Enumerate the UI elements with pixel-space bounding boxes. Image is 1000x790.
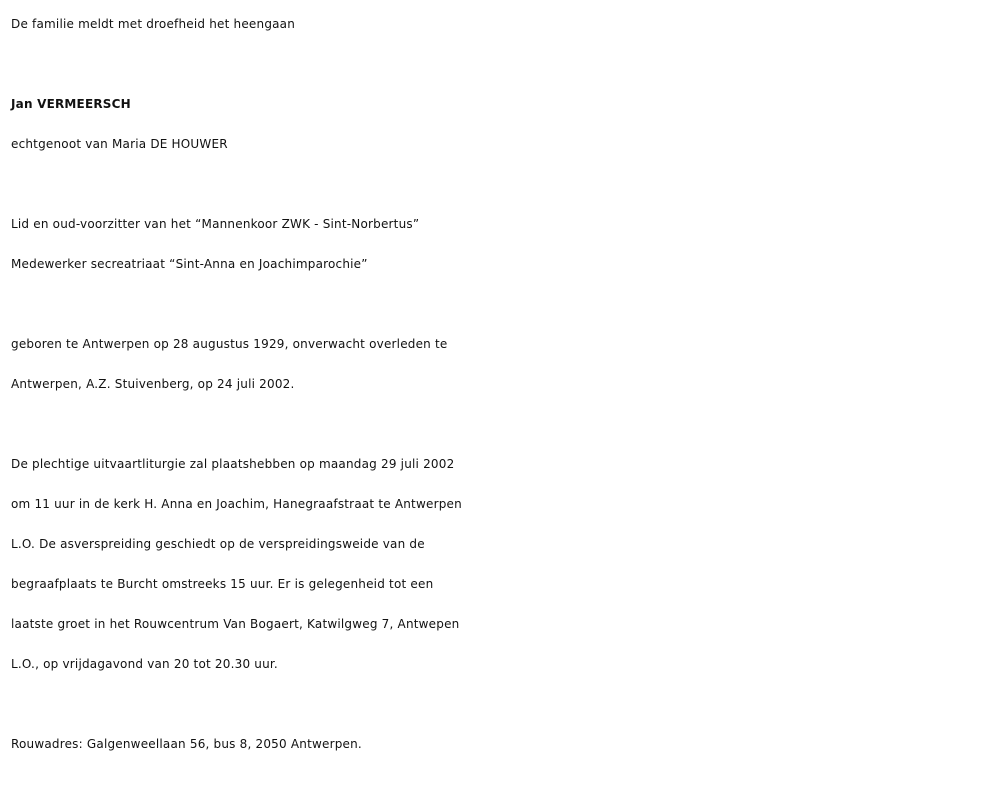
spacer (11, 284, 996, 324)
funeral-line: L.O., op vrijdagavond van 20 tot 20.30 uur. (11, 657, 278, 671)
spacer (11, 404, 996, 444)
spacer (11, 684, 996, 724)
funeral-line: begraafplaats te Burcht omstreeks 15 uur. Er is gelegenheid tot een (11, 577, 434, 591)
funeral-line: laatste groet in het Rouwcentrum Van Bogaert, Katwilgweg 7, Antwepen (11, 617, 460, 631)
address-line: Rouwadres: Galgenweellaan 56, bus 8, 2050 Antwerpen. (11, 737, 362, 751)
funeral-line: om 11 uur in de kerk H. Anna en Joachim, Hanegraafstraat te Antwerpen (11, 497, 462, 511)
spacer (11, 164, 996, 204)
spacer (11, 44, 996, 84)
life-line: Antwerpen, A.Z. Stuivenberg, op 24 juli 2002. (11, 377, 295, 391)
role-line: Medewerker secreatriaat “Sint-Anna en Joachimparochie” (11, 257, 368, 271)
funeral-line: De plechtige uitvaartliturgie zal plaatshebben op maandag 29 juli 2002 (11, 457, 455, 471)
intro-line: De familie meldt met droefheid het heengaan (11, 17, 296, 31)
deceased-name: Jan VERMEERSCH (11, 97, 131, 111)
role-line: Lid en oud-voorzitter van het “Mannenkoor ZWK - Sint-Norbertus” (11, 217, 420, 231)
life-line: geboren te Antwerpen op 28 augustus 1929, onverwacht overleden te (11, 337, 448, 351)
funeral-line: L.O. De asverspreiding geschiedt op de verspreidingsweide van de (11, 537, 425, 551)
death-notice (11, 4, 996, 764)
spouse-line: echtgenoot van Maria DE HOUWER (11, 137, 228, 151)
